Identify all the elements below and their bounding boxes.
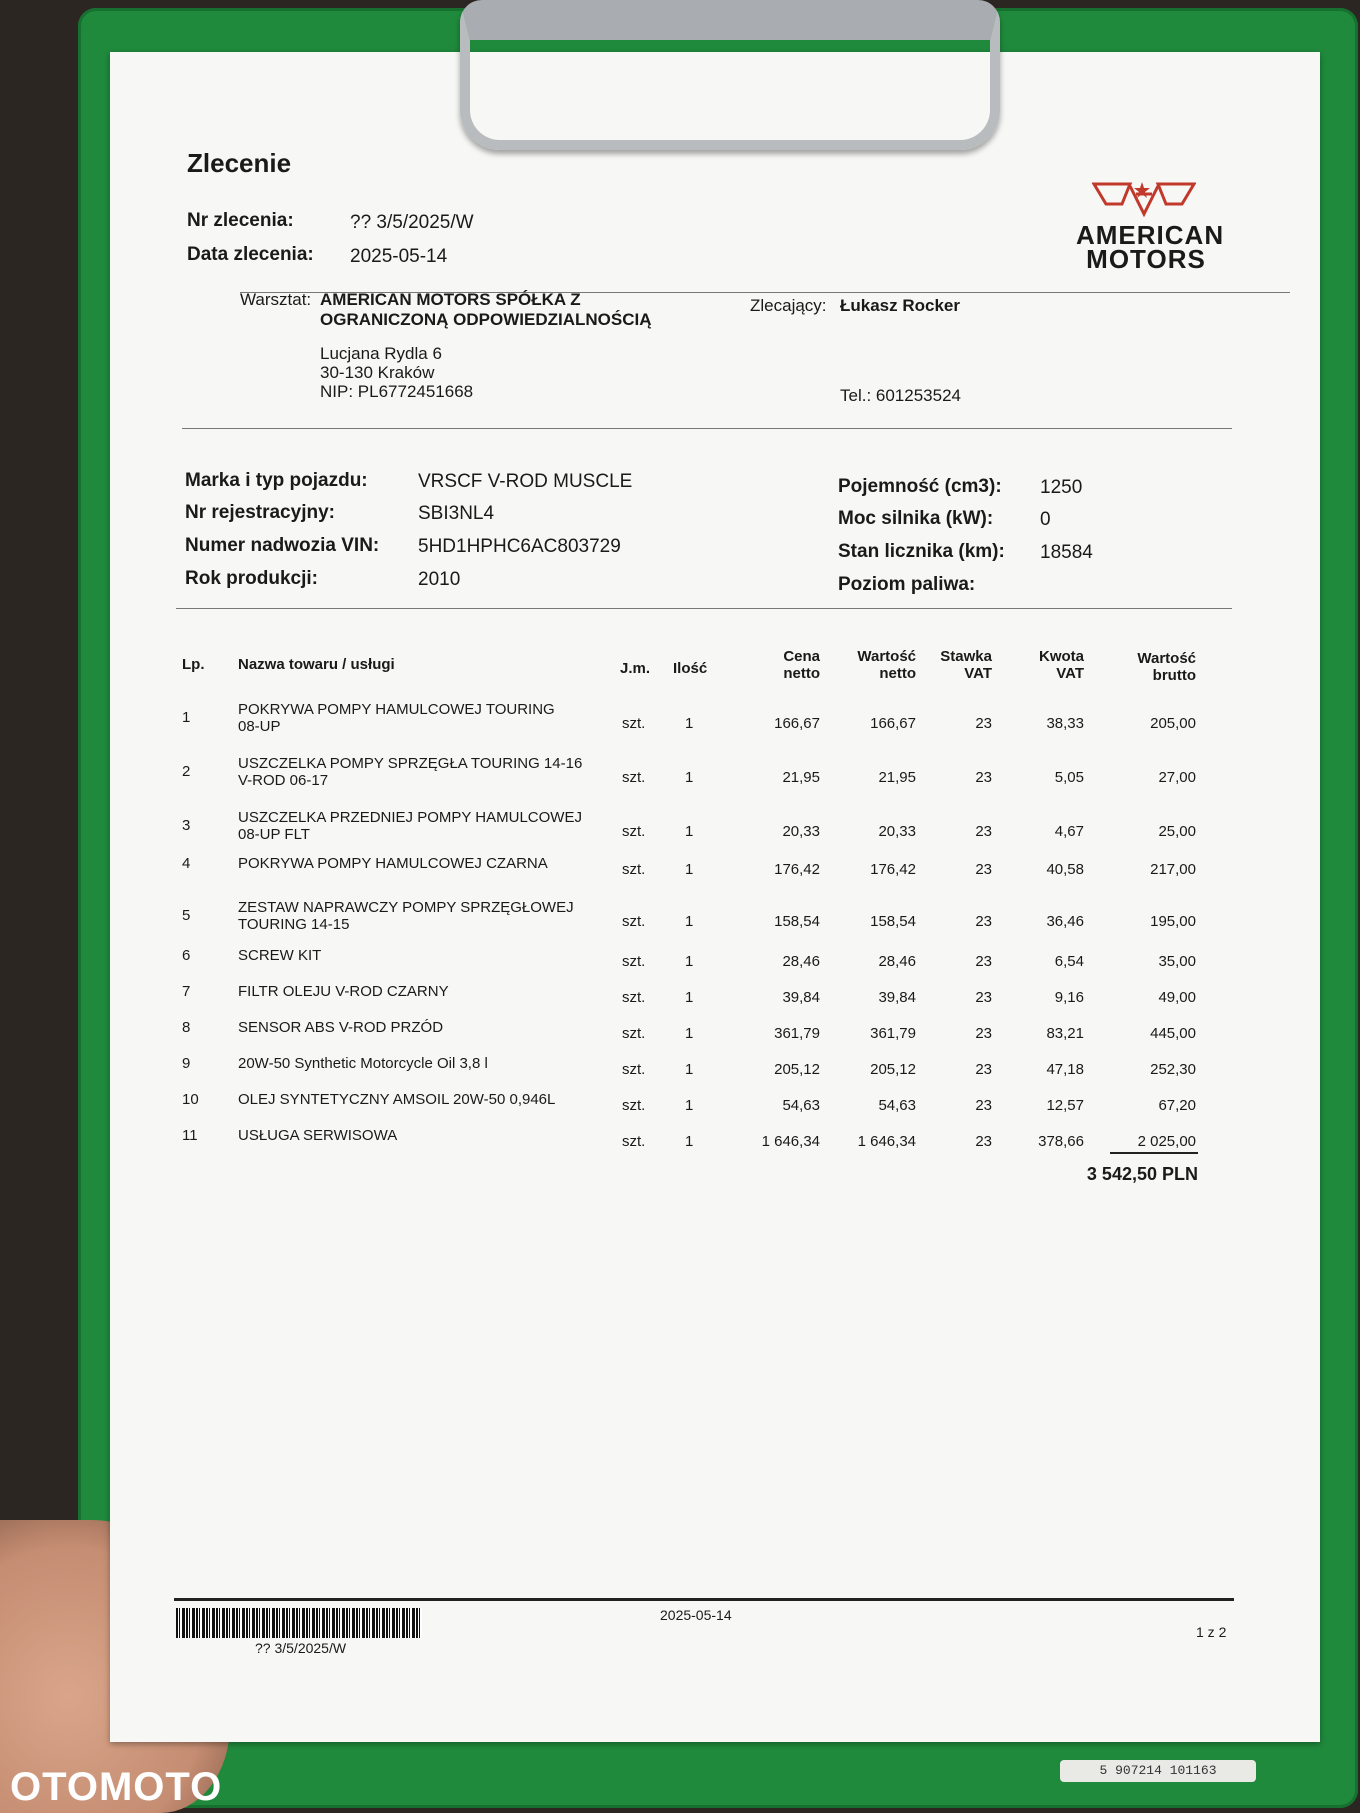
row-name: USŁUGA SERWISOWA — [238, 1127, 398, 1144]
row-vat: 9,16 — [1054, 989, 1084, 1006]
workshop-address2: 30-130 Kraków — [320, 363, 435, 382]
row-vat: 47,18 — [1046, 1061, 1084, 1078]
row-gross: 49,00 — [1158, 989, 1196, 1006]
row-net: 28,46 — [878, 953, 916, 970]
row-lp: 11 — [182, 1127, 198, 1144]
vehicle-reg-label: Nr rejestracyjny: — [185, 502, 335, 523]
row-name: POKRYWA POMPY HAMULCOWEJ TOURING — [238, 701, 555, 718]
order-date-label: Data zlecenia: — [187, 244, 314, 265]
row-unit: szt. — [622, 1133, 646, 1150]
row-lp: 5 — [182, 907, 191, 924]
row-gross: 205,00 — [1150, 715, 1196, 732]
client-name: Łukasz Rocker — [840, 296, 960, 315]
row-rate: 23 — [975, 953, 992, 970]
col-gross — [1100, 650, 1196, 684]
row-net: 1 646,34 — [857, 1133, 916, 1150]
row-lp: 9 — [182, 1055, 191, 1072]
row-qty: 1 — [685, 1133, 694, 1150]
row-rate: 23 — [975, 1025, 992, 1042]
row-rate: 23 — [975, 1061, 992, 1078]
document-title: Zlecenie — [187, 148, 292, 178]
row-unit: szt. — [622, 953, 646, 970]
vehicle-make-label: Marka i typ pojazdu: — [185, 470, 368, 491]
row-unit: szt. — [622, 823, 646, 840]
order-date: 2025-05-14 — [350, 246, 448, 267]
row-rate: 23 — [975, 989, 992, 1006]
row-name-cont: 08-UP FLT — [238, 826, 310, 843]
power-value: 0 — [1040, 509, 1051, 530]
divider — [182, 428, 1232, 429]
row-unit: szt. — [622, 913, 646, 930]
row-vat: 5,05 — [1054, 769, 1084, 786]
col-net — [830, 648, 916, 682]
row-lp: 8 — [182, 1019, 191, 1036]
row-qty: 1 — [685, 715, 694, 732]
clipboard-clip — [460, 0, 1000, 150]
col-qty: Ilość — [673, 660, 708, 677]
power-label: Moc silnika (kW): — [838, 508, 994, 529]
row-price: 361,79 — [774, 1025, 820, 1042]
row-qty: 1 — [685, 989, 694, 1006]
vehicle-make: VRSCF V-ROD MUSCLE — [418, 471, 633, 492]
row-net: 20,33 — [878, 823, 916, 840]
row-net: 39,84 — [878, 989, 916, 1006]
row-price: 54,63 — [782, 1097, 820, 1114]
capacity-value: 1250 — [1040, 477, 1083, 498]
row-unit: szt. — [622, 989, 646, 1006]
order-no: ?? 3/5/2025/W — [350, 212, 474, 233]
row-price: 21,95 — [782, 769, 820, 786]
row-unit: szt. — [622, 715, 646, 732]
row-name: SENSOR ABS V-ROD PRZÓD — [238, 1019, 444, 1036]
row-rate: 23 — [975, 913, 992, 930]
col-rate-line2: VAT — [964, 665, 992, 682]
row-name: 20W-50 Synthetic Motorcycle Oil 3,8 l — [238, 1055, 488, 1072]
row-unit: szt. — [622, 861, 646, 878]
logo-text-motors: MOTORS — [1086, 244, 1206, 274]
row-gross: 67,20 — [1158, 1097, 1196, 1114]
workshop-name-line1: AMERICAN MOTORS SPÓŁKA Z — [320, 290, 581, 309]
vehicle-year: 2010 — [418, 569, 461, 590]
row-net: 166,67 — [870, 715, 916, 732]
col-gross-line2: brutto — [1152, 667, 1196, 684]
row-qty: 1 — [685, 1061, 694, 1078]
row-lp: 1 — [182, 709, 191, 726]
col-vat — [1000, 648, 1084, 682]
row-unit: szt. — [622, 769, 646, 786]
capacity-label: Pojemność (cm3): — [838, 476, 1002, 497]
footer-line — [174, 1598, 1234, 1601]
vehicle-reg: SBI3NL4 — [418, 503, 495, 524]
row-rate: 23 — [975, 1097, 992, 1114]
row-rate: 23 — [975, 861, 992, 878]
row-price: 20,33 — [782, 823, 820, 840]
row-lp: 4 — [182, 855, 191, 872]
row-gross: 2 025,00 — [1137, 1133, 1196, 1150]
row-name: ZESTAW NAPRAWCZY POMPY SPRZĘGŁOWEJ — [238, 899, 574, 916]
row-name: USZCZELKA POMPY SPRZĘGŁA TOURING 14-16 — [238, 755, 583, 772]
row-rate: 23 — [975, 823, 992, 840]
client-label: Zlecający: — [750, 296, 827, 315]
workshop-nip: NIP: PL6772451668 — [320, 382, 474, 401]
row-qty: 1 — [685, 1097, 694, 1114]
vehicle-vin-label: Numer nadwozia VIN: — [185, 535, 380, 556]
order-document — [110, 52, 1320, 1742]
col-vat-line1: Kwota — [1039, 648, 1084, 665]
row-gross: 195,00 — [1150, 913, 1196, 930]
row-net: 54,63 — [878, 1097, 916, 1114]
row-price: 158,54 — [774, 913, 820, 930]
row-qty: 1 — [685, 861, 694, 878]
client-phone: Tel.: 601253524 — [840, 386, 961, 405]
row-name: POKRYWA POMPY HAMULCOWEJ CZARNA — [238, 855, 548, 872]
barcode-icon — [176, 1608, 422, 1638]
col-price-line1: Cena — [783, 648, 820, 665]
col-gross-line1: Wartość — [1137, 650, 1196, 667]
workshop-address1: Lucjana Rydla 6 — [320, 344, 442, 363]
row-rate: 23 — [975, 715, 992, 732]
row-price: 28,46 — [782, 953, 820, 970]
row-unit: szt. — [622, 1097, 646, 1114]
row-vat: 4,67 — [1054, 823, 1084, 840]
divider — [176, 608, 1232, 609]
row-rate: 23 — [975, 769, 992, 786]
row-gross: 445,00 — [1150, 1025, 1196, 1042]
col-unit: J.m. — [620, 660, 651, 677]
workshop-label: Warsztat: — [240, 290, 312, 309]
american-motors-logo-icon — [1092, 180, 1196, 220]
row-qty: 1 — [685, 913, 694, 930]
otomoto-watermark: OTOMOTO — [10, 1765, 223, 1809]
odometer-label: Stan licznika (km): — [838, 541, 1005, 562]
row-vat: 40,58 — [1046, 861, 1084, 878]
row-lp: 2 — [182, 763, 191, 780]
row-net: 21,95 — [878, 769, 916, 786]
fuel-label: Poziom paliwa: — [838, 574, 976, 595]
row-unit: szt. — [622, 1061, 646, 1078]
row-lp: 7 — [182, 983, 191, 1000]
row-vat: 6,54 — [1054, 953, 1084, 970]
col-price-line2: netto — [783, 665, 820, 682]
row-gross: 217,00 — [1150, 861, 1196, 878]
row-gross: 25,00 — [1158, 823, 1196, 840]
col-lp: Lp. — [182, 656, 205, 673]
row-vat: 38,33 — [1046, 715, 1084, 732]
row-rate: 23 — [975, 1133, 992, 1150]
vehicle-year-label: Rok produkcji: — [185, 568, 319, 589]
total-amount: 3 542,50 PLN — [1086, 1164, 1198, 1184]
row-price: 1 646,34 — [761, 1133, 820, 1150]
col-price — [740, 648, 820, 682]
row-price: 166,67 — [774, 715, 820, 732]
row-net: 176,42 — [870, 861, 916, 878]
logo-text-american: AMERICAN — [1076, 220, 1225, 250]
vehicle-vin: 5HD1HPHC6AC803729 — [418, 536, 621, 557]
order-no-label: Nr zlecenia: — [187, 210, 294, 231]
row-net: 361,79 — [870, 1025, 916, 1042]
col-name: Nazwa towaru / usługi — [238, 656, 395, 673]
workshop-name-line2: OGRANICZONĄ ODPOWIEDZIALNOŚCIĄ — [320, 310, 652, 329]
row-vat: 378,66 — [1038, 1133, 1084, 1150]
row-name-cont: TOURING 14-15 — [238, 916, 350, 933]
barcode-sticker: 5 907214 101163 — [1060, 1760, 1256, 1782]
col-net-line2: netto — [879, 665, 916, 682]
row-name: OLEJ SYNTETYCZNY AMSOIL 20W-50 0,946L — [238, 1091, 556, 1108]
row-qty: 1 — [685, 1025, 694, 1042]
row-net: 158,54 — [870, 913, 916, 930]
row-name-cont: 08-UP — [238, 718, 281, 735]
row-lp: 3 — [182, 817, 191, 834]
row-gross: 27,00 — [1158, 769, 1196, 786]
total-divider — [1110, 1152, 1198, 1154]
row-net: 205,12 — [870, 1061, 916, 1078]
row-price: 39,84 — [782, 989, 820, 1006]
row-lp: 10 — [182, 1091, 199, 1108]
footer-date: 2025-05-14 — [660, 1607, 732, 1623]
row-gross: 252,30 — [1150, 1061, 1196, 1078]
row-vat: 12,57 — [1046, 1097, 1084, 1114]
col-rate-line1: Stawka — [940, 648, 992, 665]
odometer-value: 18584 — [1040, 542, 1093, 563]
row-price: 205,12 — [774, 1061, 820, 1078]
row-name-cont: V-ROD 06-17 — [238, 772, 329, 789]
row-price: 176,42 — [774, 861, 820, 878]
row-qty: 1 — [685, 823, 694, 840]
col-net-line1: Wartość — [857, 648, 916, 665]
col-rate — [920, 648, 992, 682]
row-qty: 1 — [685, 953, 694, 970]
row-name: FILTR OLEJU V-ROD CZARNY — [238, 983, 449, 1000]
row-name: USZCZELKA PRZEDNIEJ POMPY HAMULCOWEJ — [238, 809, 582, 826]
row-vat: 83,21 — [1046, 1025, 1084, 1042]
row-vat: 36,46 — [1046, 913, 1084, 930]
row-lp: 6 — [182, 947, 191, 964]
barcode-text: ?? 3/5/2025/W — [255, 1640, 347, 1656]
col-vat-line2: VAT — [1056, 665, 1084, 682]
page-number: 1 z 2 — [1196, 1624, 1227, 1640]
row-gross: 35,00 — [1158, 953, 1196, 970]
row-name: SCREW KIT — [238, 947, 322, 964]
row-unit: szt. — [622, 1025, 646, 1042]
row-qty: 1 — [685, 769, 694, 786]
